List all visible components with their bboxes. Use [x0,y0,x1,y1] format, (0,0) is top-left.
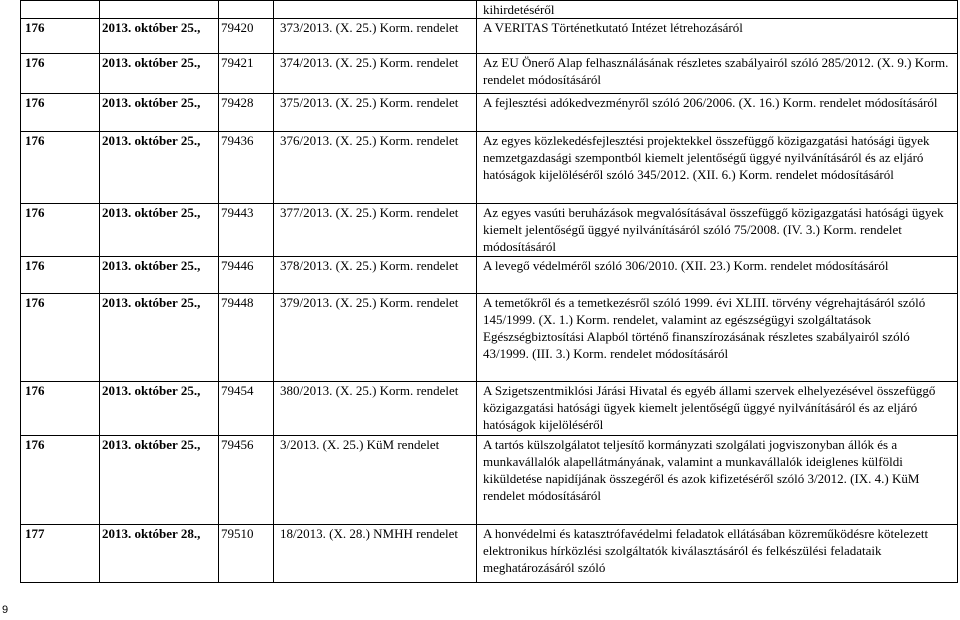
cell-issue-number: 176 [21,382,100,436]
table-row [21,294,958,382]
cell-act-number: 380/2013. (X. 25.) Korm. rendelet [274,382,477,436]
cell-title: Az egyes közlekedésfejlesztési projektekkel összefüggő közigazgatási hatósági ügyek nemzetgazdasági szempontból kiemelt jelentőségű üggyé nyilvánításáról és az eljáró hatóságok kijelöléséről szóló 345/2012. (XII. 6.) Korm. rendelet módosításáról [477,132,958,204]
table-row [21,525,958,583]
cell-register-number: 79454 [219,382,274,436]
table-row [21,132,958,204]
cell-issue-number: 177 [21,525,100,583]
cell-act-number: 379/2013. (X. 25.) Korm. rendelet [274,294,477,382]
cell-title: Az egyes vasúti beruházások megvalósításával összefüggő közigazgatási hatósági ügyek kiemelt jelentőségű üggyé nyilvánításáról szóló 75/2008. (IV. 3.) Korm. rendelet módosításáról [477,204,958,257]
cell-issue-number: 176 [21,294,100,382]
cell-register-number: 79443 [219,204,274,257]
table-row [21,436,958,525]
table-row [21,382,958,436]
cell-title: A Szigetszentmiklósi Járási Hivatal és egyéb állami szervek elhelyezésével összefüggő közigazgatási hatósági ügyek kiemelt jelentőségű üggyé nyilvánításáról és az eljáró hatóságok kijelöléséről [477,382,958,436]
page-number: 9 [2,604,9,616]
cell-act-number: 374/2013. (X. 25.) Korm. rendelet [274,54,477,94]
table-row [21,54,958,94]
cell-issue-number: 176 [21,257,100,294]
table-row [21,204,958,257]
cell-act-number: 376/2013. (X. 25.) Korm. rendelet [274,132,477,204]
cell-issue-number: 176 [21,94,100,132]
cell-register-number: 79421 [219,54,274,94]
cell-act-number: 375/2013. (X. 25.) Korm. rendelet [274,94,477,132]
document-table [20,0,958,583]
cell-title: Az EU Önerő Alap felhasználásának részletes szabályairól szóló 285/2012. (X. 9.) Korm. rendelet módosításáról [477,54,958,94]
cell-title: A VERITAS Történetkutató Intézet létrehozásáról [477,19,958,54]
cell-issue-number: 176 [21,204,100,257]
cell-issue-number: 176 [21,19,100,54]
cell-date: 2013. október 25., [100,94,219,132]
cell-register-number: 79420 [219,19,274,54]
cell-date: 2013. október 25., [100,19,219,54]
cell-register-number: 79436 [219,132,274,204]
cell-issue-number: 176 [21,436,100,525]
cell-date [100,1,219,19]
cell-title: A tartós külszolgálatot teljesítő kormányzati szolgálati jogviszonyban állók és a munkavállalók alapellátmányának, valamint a munkavállalók ideiglenes külföldi kiküldetése napidíjának összegéről és azok kifizetéséről szóló 3/2012. (IX. 4.) KüM rendelet módosításáról [477,436,958,525]
cell-title: A honvédelmi és katasztrófavédelmi feladatok ellátásában közreműködésre kötelezett elektronikus hírközlési szolgáltatók kiválasztásáról és felkészülési feladataik meghatározásáról szóló [477,525,958,583]
table-row [21,1,958,19]
cell-date: 2013. október 25., [100,204,219,257]
cell-date: 2013. október 28., [100,525,219,583]
cell-date: 2013. október 25., [100,132,219,204]
cell-act-number: 377/2013. (X. 25.) Korm. rendelet [274,204,477,257]
cell-register-number: 79448 [219,294,274,382]
table-row [21,19,958,54]
cell-register-number: 79446 [219,257,274,294]
cell-act-number: 373/2013. (X. 25.) Korm. rendelet [274,19,477,54]
cell-title: A temetőkről és a temetkezésről szóló 1999. évi XLIII. törvény végrehajtásáról szóló 145/1999. (X. 1.) Korm. rendelet, valamint az egészségügyi szolgáltatások Egészségbiztosítási Alapból történő finanszírozásának részletes szabályairól szóló 43/1999. (III. 3.) Korm. rendelet módosításáról [477,294,958,382]
cell-issue-number: 176 [21,54,100,94]
cell-date: 2013. október 25., [100,436,219,525]
cell-date: 2013. október 25., [100,257,219,294]
cell-title: A fejlesztési adókedvezményről szóló 206/2006. (X. 16.) Korm. rendelet módosításáról [477,94,958,132]
cell-act-number: 378/2013. (X. 25.) Korm. rendelet [274,257,477,294]
cell-register-number: 79510 [219,525,274,583]
cell-register-number [219,1,274,19]
cell-register-number: 79428 [219,94,274,132]
cell-issue-number [21,1,100,19]
cell-date: 2013. október 25., [100,54,219,94]
table-row [21,257,958,294]
cell-date: 2013. október 25., [100,294,219,382]
cell-act-number: 3/2013. (X. 25.) KüM rendelet [274,436,477,525]
table-row [21,94,958,132]
cell-act-number: 18/2013. (X. 28.) NMHH rendelet [274,525,477,583]
cell-title: kihirdetéséről [477,1,958,19]
cell-register-number: 79456 [219,436,274,525]
cell-date: 2013. október 25., [100,382,219,436]
cell-issue-number: 176 [21,132,100,204]
cell-title: A levegő védelméről szóló 306/2010. (XII. 23.) Korm. rendelet módosításáról [477,257,958,294]
cell-act-number [274,1,477,19]
